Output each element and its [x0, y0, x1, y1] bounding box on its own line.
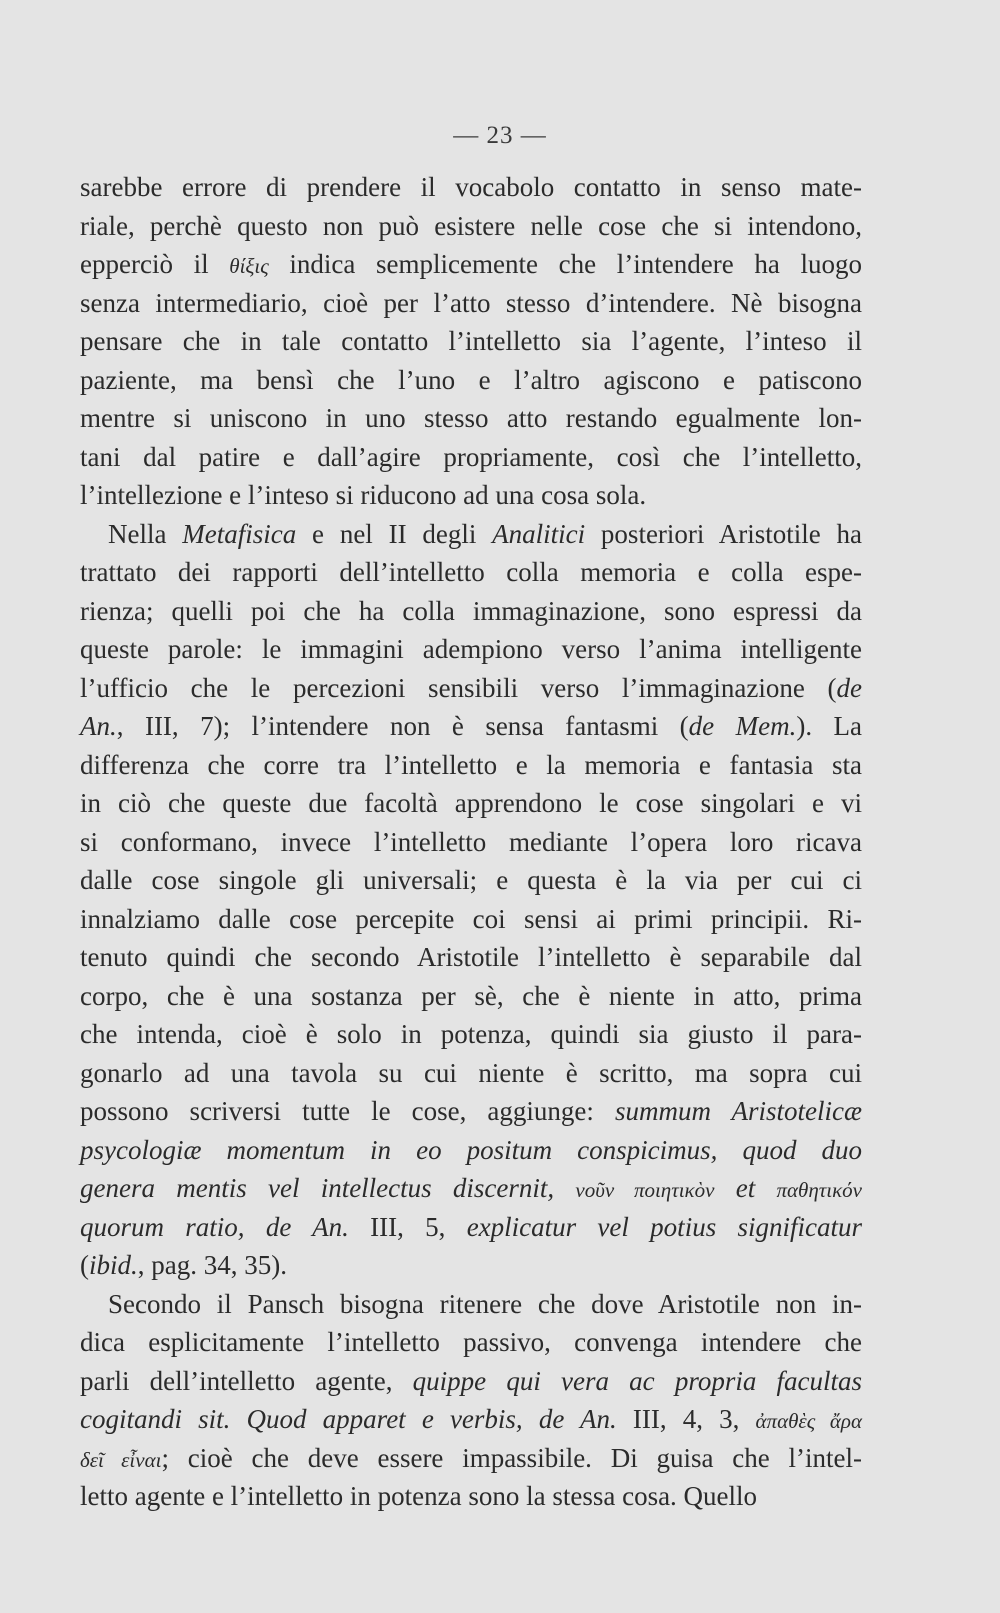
text-line — [80, 669, 862, 708]
text-line — [80, 1285, 862, 1324]
text-line — [80, 938, 862, 977]
text-segment: senza intermediario, cioè per l’atto stesso d’intendere. Nè bisogna — [80, 287, 862, 318]
text-segment: dica esplicitamente l’intelletto passivo, convenga intendere che — [80, 1327, 862, 1357]
text-line — [80, 553, 862, 592]
text-segment: Secondo il Pansch bisogna ritenere che dove Aristotile non in- — [108, 1288, 862, 1319]
italic-text: quippe qui vera ac propria facultas — [412, 1365, 862, 1396]
text-segment: sarebbe errore di prendere il vocabolo contatto in senso mate- — [80, 172, 862, 202]
text-segment: dalle cose singole gli universali; e questa è la via per cui ci — [80, 865, 862, 895]
text-line — [80, 1208, 862, 1247]
text-line — [80, 399, 862, 438]
italic-text: psycologiæ momentum in eo positum conspicimus, quod duo — [80, 1134, 862, 1165]
text-line — [80, 861, 862, 900]
text-line — [80, 1477, 862, 1516]
text-segment: gonarlo ad una tavola su cui niente è scritto, ma sopra cui — [80, 1057, 862, 1088]
italic-text: Analitici — [492, 518, 586, 549]
text-line — [80, 592, 862, 631]
text-segment: III, 5, — [348, 1211, 467, 1242]
text-segment: paziente, ma bensì che l’uno e l’altro agiscono e patiscono — [80, 364, 862, 395]
text-segment: epperciò il — [80, 249, 230, 279]
text-line — [80, 1246, 862, 1285]
text-line — [80, 1362, 862, 1401]
text-line — [80, 207, 862, 246]
text-segment: Nella — [108, 518, 183, 549]
text-segment: indica semplicemente che l’intendere ha luogo — [268, 249, 862, 279]
italic-text: et — [714, 1173, 777, 1203]
text-segment: III, 4, 3, — [616, 1404, 756, 1434]
text-line — [80, 1323, 862, 1362]
italic-text: de Mem. — [688, 711, 797, 741]
italic-text: explicatur vel potius significatur — [466, 1211, 862, 1242]
text-segment: letto agente e l’intelletto in potenza sono la stessa cosa. Quello — [80, 1481, 758, 1511]
text-segment: pensare che in tale contatto l’intelletto sia l’agente, l’inteso il — [80, 326, 862, 356]
text-line — [80, 784, 862, 823]
text-line — [80, 1015, 862, 1054]
text-segment: l’ufficio che le percezioni sensibili verso l’immaginazione ( — [80, 672, 837, 703]
text-line — [80, 746, 862, 785]
text-segment: tenuto quindi che secondo Aristotile l’intelletto è separabile dal — [80, 942, 862, 972]
text-segment: e nel II degli — [296, 518, 493, 549]
greek-text: νοῦν ποιητικὸν — [575, 1178, 715, 1202]
italic-text: summum Aristotelicæ — [614, 1096, 862, 1126]
text-line — [80, 284, 862, 323]
text-line — [80, 1092, 862, 1131]
text-line — [80, 1400, 862, 1439]
text-segment: possono scriversi tutte le cose, aggiunge: — [80, 1096, 615, 1126]
text-segment: rienza; quelli poi che ha colla immaginazione, sono espressi da — [80, 595, 862, 626]
text-segment: posteriori Aristotile ha — [585, 518, 862, 549]
text-segment: innalziamo dalle cose percepite coi sensi ai primi principii. Ri- — [80, 903, 862, 934]
text-segment: parli dell’intelletto agente, — [80, 1365, 413, 1396]
text-line — [80, 168, 862, 207]
text-line — [80, 977, 862, 1016]
text-segment: riale, perchè questo non può esistere nelle cose che si intendono, — [80, 210, 862, 241]
text-line — [80, 823, 862, 862]
text-segment: differenza che corre tra l’intelletto e la memoria e fantasia sta — [80, 749, 862, 780]
text-line — [80, 900, 862, 939]
text-line — [80, 476, 862, 515]
text-segment: , pag. 34, 35). — [137, 1250, 287, 1280]
page-number: — 23 — — [453, 122, 547, 149]
text-segment: si conformano, invece l’intelletto mediante l’opera loro ricava — [80, 826, 862, 857]
italic-text: genera mentis vel intellectus discernit, — [80, 1173, 576, 1203]
text-segment: ( — [80, 1250, 89, 1280]
text-segment: l’intellezione e l’inteso si riducono ad una cosa sola. — [80, 480, 647, 510]
text-line — [80, 707, 862, 746]
text-line — [80, 515, 862, 554]
greek-text: θίξις — [229, 254, 269, 278]
text-line — [80, 438, 862, 477]
greek-text: ἀπαθὲς ἄρα — [755, 1409, 862, 1433]
text-segment: queste parole: le immagini adempiono verso l’anima intelligente — [80, 634, 862, 664]
italic-text: An. — [80, 711, 117, 741]
text-segment: , III, 7); l’intendere non è sensa fantasmi ( — [116, 711, 689, 741]
italic-text: de — [836, 672, 862, 703]
italic-text: Metafisica — [182, 518, 297, 549]
italic-text: cogitandi sit. Quod apparet e verbis, de An. — [80, 1404, 617, 1434]
text-segment: in ciò che queste due facoltà apprendono le cose singolari e vi — [80, 788, 862, 818]
text-line — [80, 361, 862, 400]
text-line — [80, 1169, 862, 1208]
text-segment: ). La — [796, 711, 862, 741]
text-segment: ; cioè che deve essere impassibile. Di guisa che l’intel- — [161, 1442, 862, 1473]
italic-text: quorum ratio, de An. — [80, 1211, 349, 1242]
italic-text: ibid. — [89, 1250, 138, 1280]
greek-text: δεῖ εἶναι — [80, 1447, 162, 1472]
text-segment: corpo, che è una sostanza per sè, che è niente in atto, prima — [80, 980, 862, 1011]
text-line — [80, 1054, 862, 1093]
text-line — [80, 630, 862, 669]
greek-text: παθητικόν — [776, 1178, 862, 1202]
text-line — [80, 1131, 862, 1170]
text-line — [80, 322, 862, 361]
text-line — [80, 245, 862, 284]
text-segment: tani dal patire e dall’agire propriamente, così che l’intelletto, — [80, 441, 862, 472]
body-text — [80, 168, 862, 1516]
text-line — [80, 1439, 862, 1478]
text-segment: mentre si uniscono in uno stesso atto restando egualmente lon- — [80, 403, 862, 433]
text-segment: trattato dei rapporti dell’intelletto colla memoria e colla espe- — [80, 557, 862, 587]
text-segment: che intenda, cioè è solo in potenza, quindi sia giusto il para- — [80, 1019, 862, 1049]
